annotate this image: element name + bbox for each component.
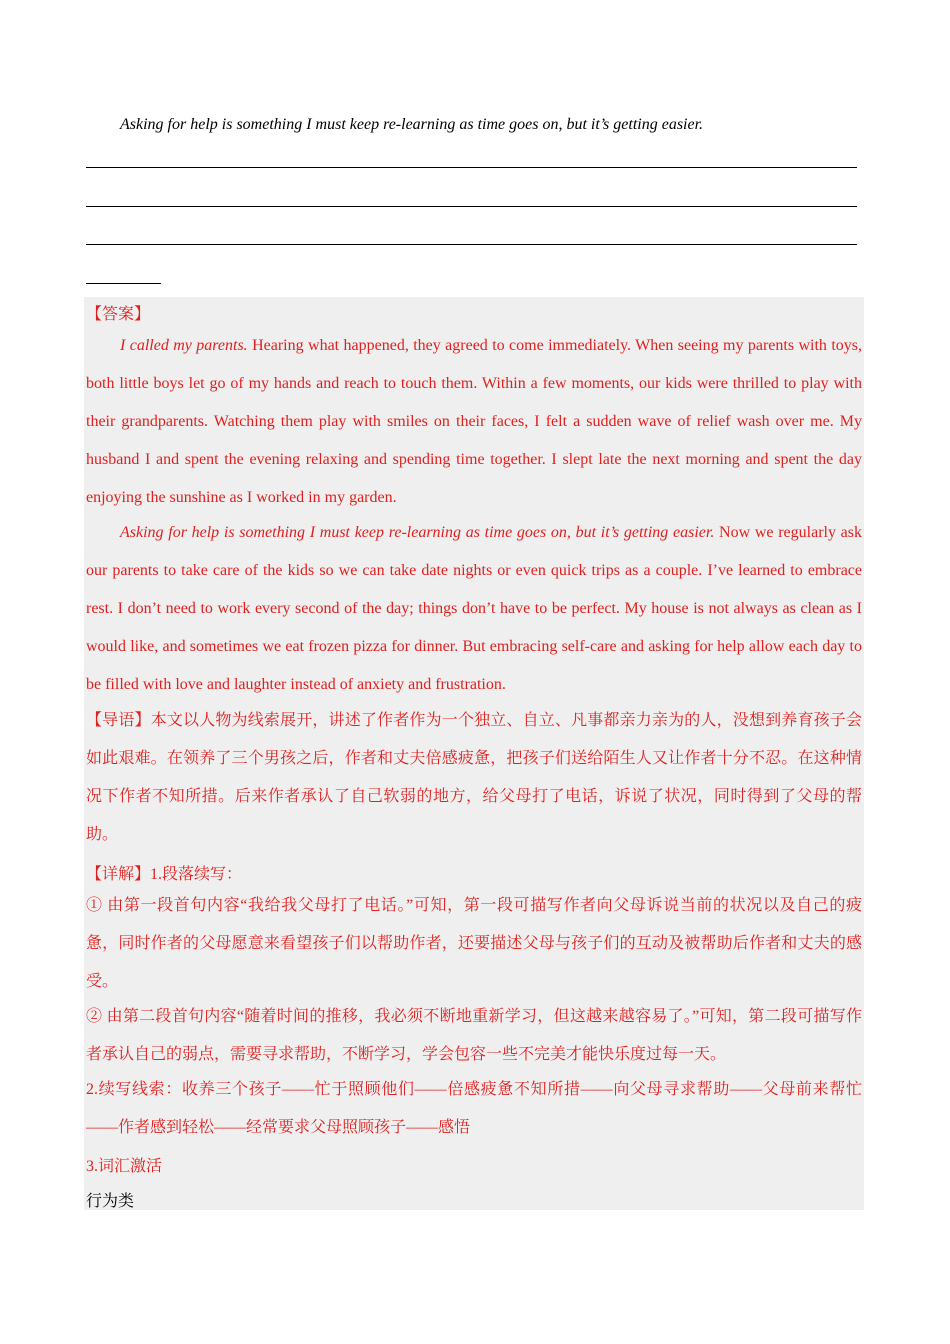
answer-line-1 (86, 167, 857, 168)
detail-item-1: ① 由第一段首句内容“我给我父母打了电话。”可知，第一段可描写作者向父母诉说当前的状况以及自己的疲惫，同时作者的父母愿意来看望孩子们以帮助作者，还要描述父母与孩子们的互动及被帮助后作者和丈夫的感受。 (86, 897, 862, 990)
detail-heading-text: 1.段落续写： (150, 866, 243, 883)
answer-paragraph-2 (86, 514, 862, 704)
guide-section (86, 702, 862, 854)
prompt-sentence: Asking for help is something I must keep re-learning as time goes on, but it’s getting easier. (120, 116, 704, 133)
writing-clue: 2.续写线索：收养三个孩子——忙于照顾他们——倍感疲惫不知所措——向父母寻求帮助——父母前来帮忙——作者感到轻松——经常要求父母照顾孩子——感悟 (86, 1081, 862, 1136)
detail-item-2: ② 由第二段首句内容“随着时间的推移，我必须不断地重新学习，但这越来越容易了。”可知，第二段可描写作者承认自己的弱点，需要寻求帮助，不断学习，学会包容一些不完美才能快乐度过每一天。 (86, 1008, 862, 1063)
answer-line-4 (86, 283, 161, 284)
guide-text: 本文以人物为线索展开，讲述了作者作为一个独立、自立、凡事都亲力亲为的人，没想到养育孩子会如此艰难。在领养了三个男孩之后，作者和丈夫倍感疲惫，把孩子们送给陌生人又让作者十分不忍。在这种情况下作者不知所措。后来作者承认了自己软弱的地方，给父母打了电话，诉说了状况，同时得到了父母的帮助。 (86, 712, 862, 843)
guide-label: 【导语】 (86, 712, 151, 729)
answer-line-3 (86, 244, 857, 245)
answer-label: 【答案】 (86, 306, 151, 323)
answer-paragraph-1 (86, 327, 862, 517)
paragraph-2-lead: Asking for help is something I must keep re-learning as time goes on, but it’s getting easier. (120, 524, 715, 541)
answer-line-2 (86, 206, 857, 207)
paragraph-1-body: Hearing what happened, they agreed to come immediately. When seeing my parents with toys, both little boys let go of my hands and reach to touch them. Within a few moments, our kids were thrilled to play with their grandparents. Watching them play with smiles on their faces, I felt a sudden wave of relief wash over me. My husband I and spent the evening relaxing and spending time together. I slept late the next morning and spent the day enjoying the sunshine as I worked in my garden. (86, 337, 863, 506)
detail-heading (86, 861, 242, 884)
vocab-heading: 3.词汇激活 (86, 1158, 163, 1175)
vocab-subheading: 行为类 (86, 1193, 135, 1210)
paragraph-1-lead: I called my parents. (120, 337, 248, 354)
paragraph-2-body: Now we regularly ask our parents to take care of the kids so we can take date nights or even quick trips as a couple. I’ve learned to embrace rest. I don’t need to work every second of the day; things don’t have to be perfect. My house is not always as clean as I would like, and sometimes we eat frozen pizza for dinner. But embracing self-care and asking for help allow each day to be filled with love and laughter instead of anxiety and frustration. (86, 524, 863, 693)
detail-label: 【详解】 (86, 866, 151, 883)
